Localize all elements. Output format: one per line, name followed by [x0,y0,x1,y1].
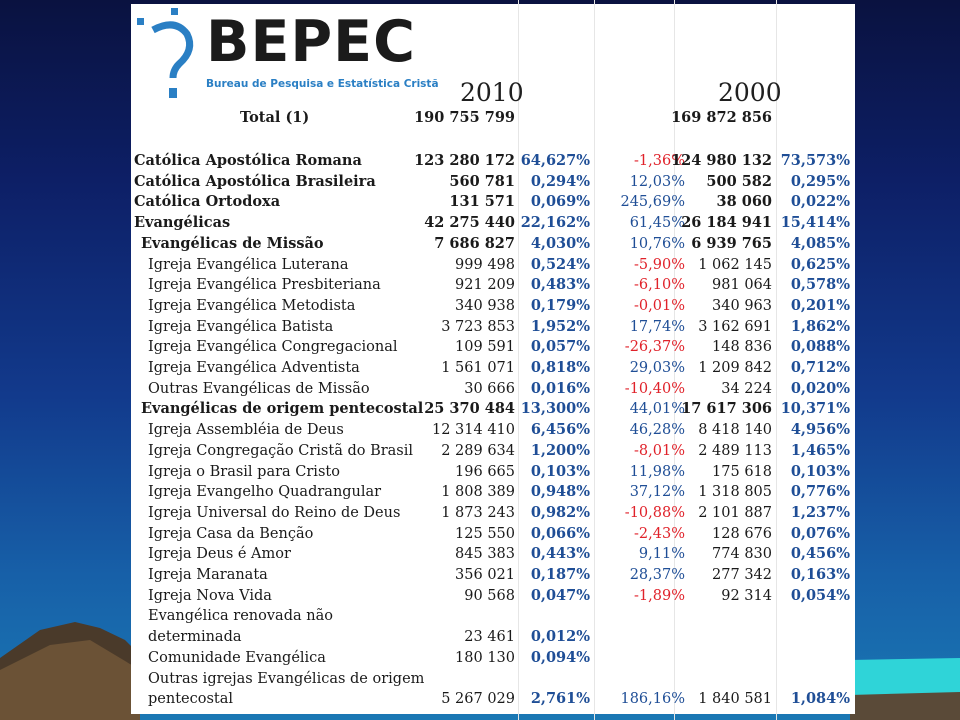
year-2010-header: 2010 [460,78,524,107]
row-label: Igreja Evangelho Quadrangular [148,484,382,500]
row-label: Igreja Evangélica Luterana [148,257,349,273]
change-percent: -1,89% [634,588,685,604]
value-2000: 148 836 [712,339,772,355]
value-2000: 500 582 [706,173,772,190]
value-2010: 7 686 827 [434,235,515,252]
value-2010: 131 571 [449,193,515,210]
value-2010: 23 461 [464,629,515,645]
value-2010: 30 666 [464,381,515,397]
percent-2010: 0,016% [530,380,590,397]
percent-2010: 64,627% [520,152,590,169]
row-label: Evangélica renovada não [148,608,333,624]
logo-subtitle: Bureau de Pesquisa e Estatística Cristã [206,78,439,90]
year-2000-header: 2000 [718,78,782,107]
percent-2010: 0,066% [530,525,590,542]
row-label: Igreja Deus é Amor [148,546,291,562]
row-label: Comunidade Evangélica [148,650,326,666]
value-2010: 109 591 [455,339,515,355]
value-2000: 175 618 [712,464,772,480]
row-label: Católica Apostólica Romana [134,152,362,169]
value-2010: 12 314 410 [431,422,515,438]
percent-2000: 0,712% [790,359,850,376]
total-2010: 190 755 799 [414,109,515,126]
value-2010: 2 289 634 [441,443,515,459]
value-2000: 1 840 581 [698,691,772,707]
percent-2010: 13,300% [520,400,590,417]
value-2000: 17 617 306 [681,400,772,417]
row-label: Igreja Evangélica Congregacional [148,339,398,355]
row-label: Igreja Evangélica Metodista [148,298,356,314]
value-2010: 999 498 [455,257,515,273]
row-label: Igreja Nova Vida [148,588,272,604]
percent-2000: 10,371% [780,400,850,417]
change-percent: -10,88% [624,505,685,521]
row-label: determinada [148,629,242,645]
change-percent: -8,01% [634,443,685,459]
percent-2010: 0,094% [530,649,590,666]
percent-2010: 0,982% [530,504,590,521]
value-2010: 42 275 440 [424,214,515,231]
change-percent: 186,16% [620,691,685,707]
value-2000: 128 676 [712,526,772,542]
percent-2010: 4,030% [530,235,590,252]
percent-2000: 0,020% [790,380,850,397]
total-label: Total (1) [240,109,310,126]
change-percent: -2,43% [634,526,685,542]
value-2000: 8 418 140 [698,422,772,438]
percent-2010: 0,069% [530,193,590,210]
percent-2000: 0,201% [790,297,850,314]
row-label: Evangélicas [134,214,231,231]
change-percent: -6,10% [634,277,685,293]
percent-2010: 0,294% [530,173,590,190]
percent-2000: 1,237% [790,504,850,521]
row-label: Igreja o Brasil para Cristo [148,464,340,480]
row-label: Outras igrejas Evangélicas de origem [148,671,425,687]
percent-2000: 0,054% [790,587,850,604]
percent-2000: 73,573% [780,152,850,169]
percent-2010: 0,057% [530,338,590,355]
row-label: Igreja Casa da Benção [148,526,314,542]
percent-2000: 4,956% [790,421,850,438]
value-2010: 90 568 [464,588,515,604]
percent-2000: 0,578% [790,276,850,293]
change-percent: 17,74% [629,319,685,335]
value-2000: 38 060 [716,193,772,210]
value-2010: 125 550 [455,526,515,542]
change-percent: 28,37% [629,567,685,583]
change-percent: 46,28% [629,422,685,438]
value-2010: 356 021 [455,567,515,583]
percent-2010: 0,483% [530,276,590,293]
percent-2000: 0,088% [790,338,850,355]
value-2000: 26 184 941 [681,214,772,231]
value-2010: 1 561 071 [441,360,515,376]
gridline [594,0,595,720]
percent-2010: 1,952% [530,318,590,335]
change-percent: 11,98% [629,464,685,480]
value-2000: 3 162 691 [698,319,772,335]
percent-2010: 0,524% [530,256,590,273]
percent-2000: 0,103% [790,463,850,480]
change-percent: -1,36% [634,153,685,169]
percent-2000: 0,456% [790,545,850,562]
percent-2000: 1,862% [790,318,850,335]
value-2000: 981 064 [712,277,772,293]
percent-2010: 0,187% [530,566,590,583]
gridline [776,0,777,720]
percent-2010: 2,761% [530,690,590,707]
value-2000: 1 062 145 [698,257,772,273]
percent-2000: 0,295% [790,173,850,190]
row-label: Evangélicas de Missão [141,235,324,252]
percent-2000: 0,776% [790,483,850,500]
change-percent: -0,01% [634,298,685,314]
percent-2000: 0,022% [790,193,850,210]
row-label: Igreja Evangélica Adventista [148,360,360,376]
percent-2010: 0,443% [530,545,590,562]
value-2000: 277 342 [712,567,772,583]
change-percent: 245,69% [620,194,685,210]
value-2000: 6 939 765 [691,235,772,252]
value-2000: 340 963 [712,298,772,314]
row-label: Igreja Assembléia de Deus [148,422,344,438]
change-percent: -26,37% [624,339,685,355]
change-percent: 12,03% [629,174,685,190]
value-2010: 845 383 [455,546,515,562]
percent-2010: 6,456% [530,421,590,438]
value-2000: 92 314 [721,588,772,604]
value-2010: 180 130 [455,650,515,666]
percent-2000: 0,163% [790,566,850,583]
percent-2010: 22,162% [520,214,590,231]
change-percent: 9,11% [638,546,685,562]
row-label: Igreja Evangélica Batista [148,319,334,335]
value-2000: 1 318 805 [698,484,772,500]
value-2010: 340 938 [455,298,515,314]
row-label: Igreja Evangélica Presbiteriana [148,277,381,293]
gridline [518,0,519,720]
percent-2010: 1,200% [530,442,590,459]
value-2000: 34 224 [721,381,772,397]
percent-2000: 15,414% [780,214,850,231]
logo-wordmark: BEPEC [206,9,416,75]
row-label: Igreja Universal do Reino de Deus [148,505,401,521]
percent-2010: 0,179% [530,297,590,314]
row-label: Igreja Congregação Cristã do Brasil [148,443,414,459]
change-percent: 44,01% [629,401,685,417]
percent-2000: 0,625% [790,256,850,273]
change-percent: 10,76% [629,236,685,252]
value-2000: 2 101 887 [698,505,772,521]
value-2010: 1 873 243 [441,505,515,521]
percent-2010: 0,818% [530,359,590,376]
percent-2010: 0,948% [530,483,590,500]
change-percent: -10,40% [624,381,685,397]
row-label: Evangélicas de origem pentecostal [141,400,424,417]
percent-2000: 1,084% [790,690,850,707]
row-label: Católica Ortodoxa [134,193,281,210]
change-percent: 37,12% [629,484,685,500]
percent-2010: 0,012% [530,628,590,645]
value-2010: 921 209 [455,277,515,293]
percent-2000: 1,465% [790,442,850,459]
value-2010: 3 723 853 [441,319,515,335]
value-2000: 1 209 842 [698,360,772,376]
value-2010: 5 267 029 [441,691,515,707]
value-2010: 1 808 389 [441,484,515,500]
change-percent: -5,90% [634,257,685,273]
value-2000: 124 980 132 [671,152,772,169]
change-percent: 61,45% [629,215,685,231]
row-label: Outras Evangélicas de Missão [148,381,370,397]
total-2000: 169 872 856 [671,109,772,126]
value-2010: 560 781 [449,173,515,190]
value-2010: 25 370 484 [424,400,515,417]
row-label: pentecostal [148,691,234,707]
change-percent: 29,03% [629,360,685,376]
percent-2010: 0,047% [530,587,590,604]
percent-2000: 4,085% [790,235,850,252]
percent-2010: 0,103% [530,463,590,480]
value-2000: 2 489 113 [698,443,772,459]
percent-2000: 0,076% [790,525,850,542]
value-2000: 774 830 [712,546,772,562]
row-label: Igreja Maranata [148,567,268,583]
value-2010: 123 280 172 [414,152,515,169]
value-2010: 196 665 [455,464,515,480]
row-label: Católica Apostólica Brasileira [134,173,376,190]
